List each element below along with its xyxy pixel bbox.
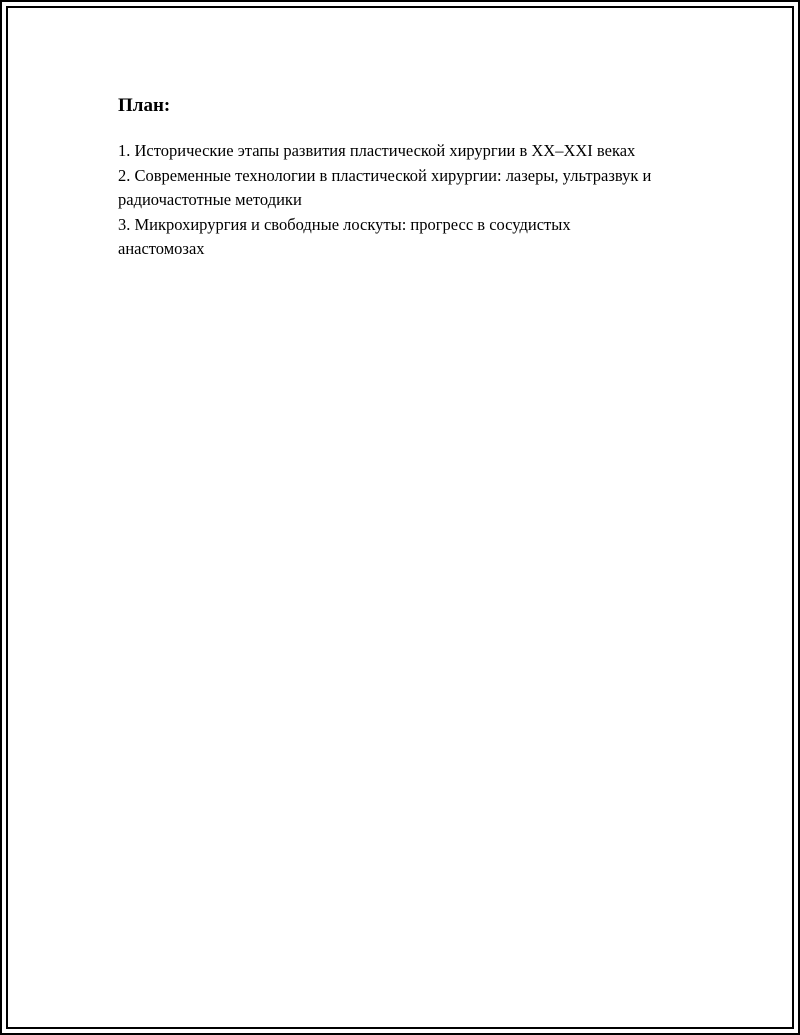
document-body bbox=[118, 93, 658, 262]
plan-heading: План: bbox=[118, 95, 171, 116]
plan-list bbox=[118, 139, 658, 262]
plan-item-2: 2. Современные технологии в пластической хирургии: лазеры, ультразвук и радиочастотные методики bbox=[118, 165, 652, 209]
plan-item-3: 3. Микрохирургия и свободные лоскуты: прогресс в сосудистых анастомозах bbox=[118, 214, 571, 258]
plan-item-1: 1. Исторические этапы развития пластической хирургии в XX–XXI веках bbox=[118, 141, 636, 160]
